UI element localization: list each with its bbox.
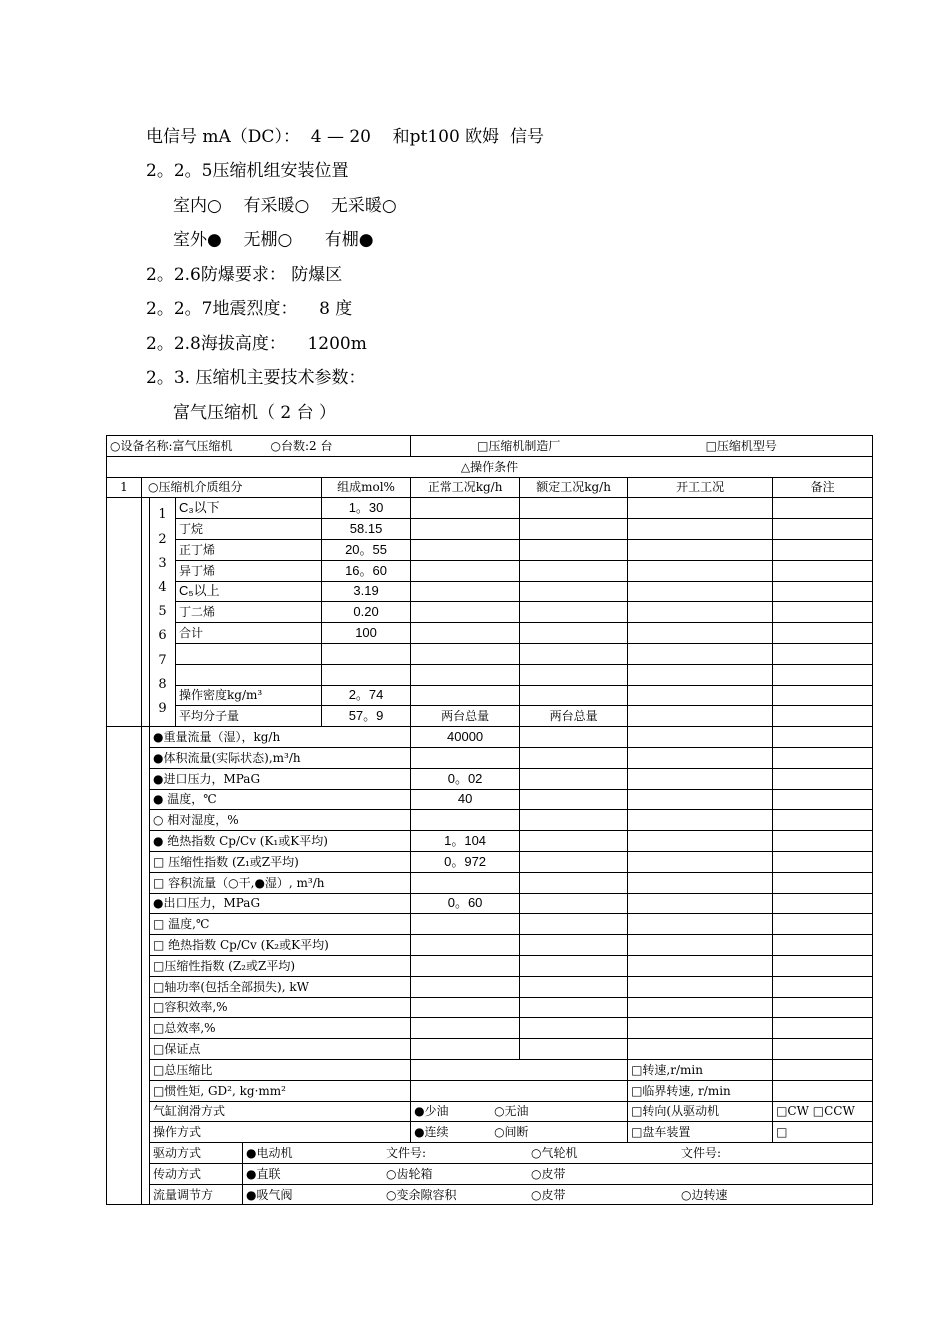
param-value: 1。104	[411, 831, 520, 852]
param-label: ● 绝热指数 Cp/Cv (K₁或K平均)	[150, 831, 411, 852]
param-value	[411, 1039, 520, 1060]
density-value: 2。74	[322, 685, 411, 706]
component-value: 3.19	[322, 581, 411, 602]
transmission-label: 传动方式	[150, 1163, 243, 1184]
component-value	[322, 643, 411, 664]
normal-header: 正常工况kg/h	[411, 477, 520, 498]
drive-label: 驱动方式	[150, 1143, 243, 1164]
density-label: 操作密度kg/m³	[176, 685, 322, 706]
table-row	[107, 997, 873, 1018]
param-value	[411, 935, 520, 956]
param-label: ○ 相对湿度，%	[150, 810, 411, 831]
table-row	[107, 685, 873, 706]
lube-option-low-oil[interactable]: ●少油	[414, 1104, 449, 1119]
table-row	[107, 831, 873, 852]
param-label: □总效率,%	[150, 1018, 411, 1039]
param-value	[411, 747, 520, 768]
param-label: □容积效率,%	[150, 997, 411, 1018]
component-name	[176, 664, 322, 685]
param-value	[411, 1018, 520, 1039]
component-value: 1。30	[322, 498, 411, 519]
table-row	[107, 955, 873, 976]
transmission-options	[243, 1163, 873, 1184]
param-value: 40	[411, 789, 520, 810]
param-value	[411, 976, 520, 997]
component-value: 20。55	[322, 539, 411, 560]
component-number: 4	[158, 580, 167, 596]
operation-label: 操作方式	[150, 1122, 411, 1143]
flow-option-suction-valve[interactable]: ●吸气阀	[246, 1187, 293, 1202]
rated-header: 额定工况kg/h	[520, 477, 628, 498]
mw-rated-note: 两台总量	[520, 706, 628, 727]
medium-header: ○压缩机介质组分	[142, 477, 322, 498]
table-row	[107, 1122, 873, 1143]
table-row	[107, 498, 873, 519]
rotation-direction[interactable]: □CW □CCW	[773, 1101, 873, 1122]
signal-line: 电信号 mA（DC）： 4 — 20 和pt100 欧姆 信号	[146, 127, 544, 147]
operation-options	[411, 1122, 628, 1143]
op-conditions-title: △操作条件	[107, 456, 873, 477]
transmission-option-belt[interactable]: ○皮带	[531, 1166, 566, 1181]
table-row	[107, 1184, 873, 1205]
param-value: 40000	[411, 727, 520, 748]
param-value: 0。60	[411, 893, 520, 914]
drive-file-no-2: 文件号:	[681, 1145, 722, 1160]
flow-control-label: 流量调节方	[150, 1184, 243, 1205]
table-row	[107, 477, 873, 498]
drive-option-motor[interactable]: ●电动机	[246, 1145, 293, 1160]
param-label: □ 绝热指数 Cp/Cv (K₂或K平均)	[150, 935, 411, 956]
param-label: □ 压缩性指数 (Z₁或Z平均)	[150, 851, 411, 872]
explosion-proof-line: 2。2.6防爆要求： 防爆区	[146, 265, 343, 285]
component-number: 8	[158, 676, 167, 692]
component-name: 合计	[176, 623, 322, 644]
table-row	[107, 935, 873, 956]
table-row	[107, 623, 873, 644]
component-name: C₅以上	[176, 581, 322, 602]
remark-header: 备注	[773, 477, 873, 498]
param-label: ●出口压力，MPaG	[150, 893, 411, 914]
operation-option-continuous[interactable]: ●连续	[414, 1125, 449, 1140]
table-row	[107, 602, 873, 623]
model-cell: □压缩机型号	[628, 436, 873, 457]
component-value: 100	[322, 623, 411, 644]
component-number: 7	[158, 652, 167, 668]
pressure-ratio-label: □总压缩比	[150, 1059, 411, 1080]
altitude-line: 2。2.8海拔高度： 1200m	[146, 334, 367, 354]
component-value: 58.15	[322, 519, 411, 540]
critical-speed-label: □临界转速, r/min	[628, 1080, 773, 1101]
drive-option-turbine[interactable]: ○气轮机	[531, 1145, 578, 1160]
main-params-heading: 2。3. 压缩机主要技术参数：	[146, 368, 366, 388]
param-value	[411, 914, 520, 935]
component-name: 异丁烯	[176, 560, 322, 581]
component-number: 5	[158, 604, 167, 620]
param-label: ●重量流量（湿），kg/h	[150, 727, 411, 748]
table-row	[107, 1163, 873, 1184]
flow-option-variable-clearance[interactable]: ○变余隙容积	[386, 1187, 457, 1202]
component-value	[322, 664, 411, 685]
table-row	[107, 706, 873, 727]
component-name	[176, 643, 322, 664]
param-value: 0。02	[411, 768, 520, 789]
section-number: 1	[107, 477, 142, 498]
install-options-outdoor: 室外● 无棚○ 有棚●	[173, 230, 374, 250]
lube-options	[411, 1101, 628, 1122]
table-row	[107, 810, 873, 831]
table-row	[107, 768, 873, 789]
spec-table	[106, 435, 873, 1205]
composition-header: 组成mol%	[322, 477, 411, 498]
table-row	[107, 851, 873, 872]
lube-label: 气缸润滑方式	[150, 1101, 411, 1122]
param-value	[411, 872, 520, 893]
seismic-line: 2。2。7地震烈度： 8 度	[146, 299, 353, 319]
param-label: □ 温度,℃	[150, 914, 411, 935]
param-value: 0。972	[411, 851, 520, 872]
param-label: ●体积流量(实际状态),m³/h	[150, 747, 411, 768]
param-label: □ 容积流量（○干,●湿）, m³/h	[150, 872, 411, 893]
flow-control-options	[243, 1184, 873, 1205]
flow-option-variable-speed[interactable]: ○边转速	[681, 1187, 728, 1202]
manufacturer-cell: □压缩机制造厂	[411, 436, 628, 457]
table-row	[107, 893, 873, 914]
component-number: 9	[158, 701, 167, 717]
param-label: ● 温度，℃	[150, 789, 411, 810]
molecular-weight-value: 57。9	[322, 706, 411, 727]
component-value: 16。60	[322, 560, 411, 581]
component-name: 丁烷	[176, 519, 322, 540]
table-row	[107, 872, 873, 893]
table-row	[107, 976, 873, 997]
table-row	[107, 664, 873, 685]
component-number: 2	[158, 531, 167, 547]
table-row	[107, 581, 873, 602]
table-row	[107, 539, 873, 560]
flow-option-belt[interactable]: ○皮带	[531, 1187, 566, 1202]
param-value	[411, 955, 520, 976]
table-row	[107, 727, 873, 748]
lube-option-no-oil[interactable]: ○无油	[494, 1104, 529, 1119]
param-value	[411, 997, 520, 1018]
param-value	[411, 810, 520, 831]
install-options-indoor: 室内○ 有采暖○ 无采暖○	[173, 196, 397, 216]
component-number: 1	[158, 507, 167, 523]
table-row	[107, 789, 873, 810]
table-row	[107, 560, 873, 581]
component-name: 正丁烯	[176, 539, 322, 560]
component-number: 3	[158, 555, 167, 571]
table-row	[107, 747, 873, 768]
component-name: C₃以下	[176, 498, 322, 519]
speed-label: □转速,r/min	[628, 1059, 773, 1080]
table-row	[107, 456, 873, 477]
compressor-subtitle: 富气压缩机（ 2 台 ）	[173, 403, 337, 423]
table-row	[107, 1080, 873, 1101]
param-label: □保证点	[150, 1039, 411, 1060]
table-row	[107, 1018, 873, 1039]
table-row	[107, 1143, 873, 1164]
device-name-cell: ○设备名称:富气压缩机 ○台数:2 台	[107, 436, 411, 457]
table-row	[107, 914, 873, 935]
barring-label: □盘车装置	[628, 1122, 773, 1143]
component-value: 0.20	[322, 602, 411, 623]
molecular-weight-label: 平均分子量	[176, 706, 322, 727]
param-label: ●进口压力，MPaG	[150, 768, 411, 789]
param-label: □轴功率(包括全部损失), kW	[150, 976, 411, 997]
table-row	[107, 1039, 873, 1060]
table-row	[107, 519, 873, 540]
startup-header: 开工工况	[628, 477, 773, 498]
table-row	[107, 1101, 873, 1122]
table-row	[107, 643, 873, 664]
rotation-label: □转向(从驱动机	[628, 1101, 773, 1122]
drive-file-no-1: 文件号:	[386, 1145, 427, 1160]
inertia-label: □惯性矩, GD², kg·mm²	[150, 1080, 411, 1101]
drive-options	[243, 1143, 873, 1164]
table-row	[107, 1059, 873, 1080]
table-row	[107, 436, 873, 457]
transmission-option-gearbox[interactable]: ○齿轮箱	[386, 1166, 433, 1181]
component-number: 6	[158, 628, 167, 644]
component-name: 丁二烯	[176, 602, 322, 623]
operation-option-intermittent[interactable]: ○间断	[494, 1125, 529, 1140]
transmission-option-direct[interactable]: ●直联	[246, 1166, 281, 1181]
param-label: □压缩性指数 (Z₂或Z平均)	[150, 955, 411, 976]
component-numbers	[150, 498, 176, 727]
barring-checkbox[interactable]: □	[773, 1122, 873, 1143]
install-location-heading: 2。2。5压缩机组安装位置	[146, 161, 349, 181]
mw-normal-note: 两台总量	[411, 706, 520, 727]
